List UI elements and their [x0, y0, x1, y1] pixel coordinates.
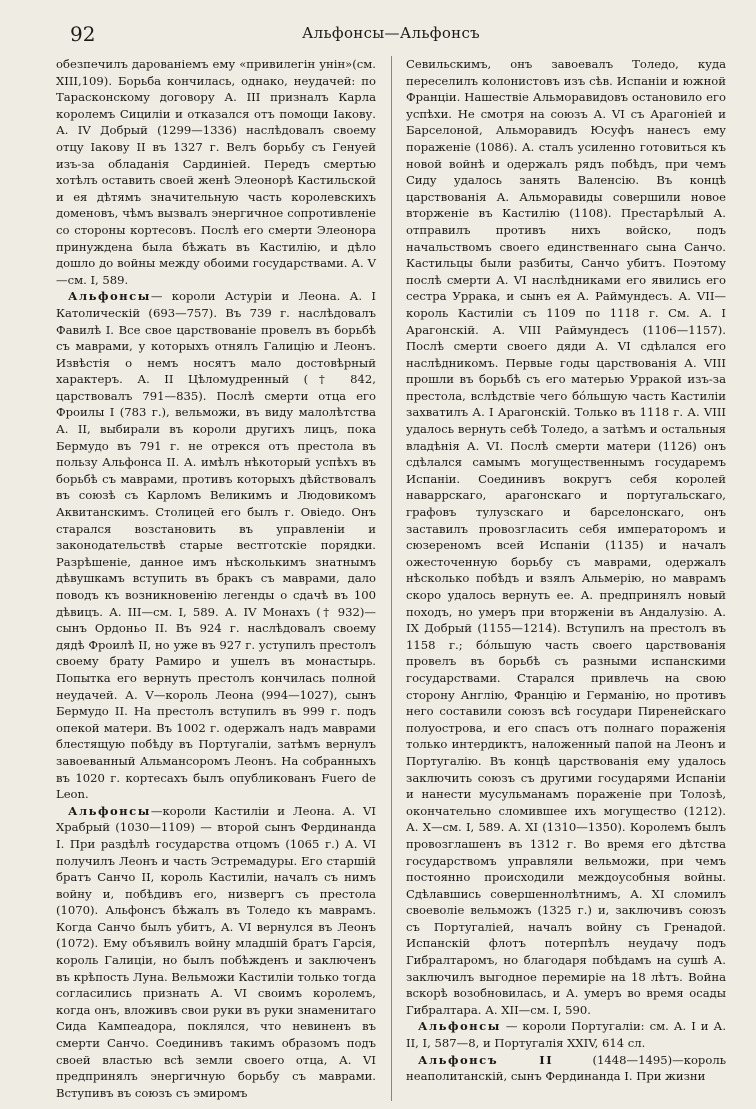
- running-head: Альфонсы—Альфонсъ: [301, 24, 481, 42]
- entry-continuation: [56, 56, 376, 288]
- entry-headword: Альфонсы: [68, 289, 151, 304]
- left-column: [56, 56, 376, 1101]
- entry-castile-leon: [56, 803, 376, 1102]
- entry-continuation: [406, 56, 726, 1018]
- entry-text: — короли Португаліи: см. А. I и А. II, I, 587—8, и Португалія XXIV, 614 сл.: [406, 1019, 726, 1051]
- page-number: 92: [70, 22, 96, 46]
- entry-text: — короли Астуріи и Леона. А. I Католическій (693—757). Въ 739 г. наслѣдовалъ Фавилѣ I. Все свое царствованіе провелъ въ борьбѣ съ маврами, у которыхъ отнялъ Галицію и Леонъ. Извѣстія о немъ носятъ мало достовѣрный характеръ. А. II Цѣломудренный († 842, царствовалъ 791—835). Послѣ смерти отца его Фроилы I (783 г.), вельможи, въ виду малолѣтства А. II, выбирали въ короли другихъ лицъ, пока Бермудо въ 791 г. не отрекся отъ престола въ пользу Альфонса II. А. имѣлъ нѣкоторый успѣхъ въ борьбѣ съ маврами, противъ которыхъ дѣйствовалъ въ союзѣ съ Карломъ Великимъ и Людовикомъ Аквитанскимъ. Столицей его былъ г. Овіедо. Онъ старался возстановить въ управленіи и законодательствѣ старые вестготскіе порядки. Разрѣшеніе, данное имъ нѣсколькимъ знатнымъ дѣвушкамъ вступить въ бракъ съ маврами, дало поводъ къ возникновенію легенды о сдачѣ въ 100 дѣвицъ. А. III—см. I, 589. А. IV Монахъ († 932)—сынъ Ордоньо II. Въ 924 г. наслѣдовалъ своему дядѣ Фроилѣ II, но уже въ 927 г. уступилъ престолъ своему брату Рамиро и ушелъ въ монастырь. Попытка его вернуть престолъ кончилась полной неудачей. А. V—король Леона (994—1027), сынъ Бермудо II. На престолъ вступилъ въ 999 г. подъ опекой матери. Въ 1002 г. одержалъ надъ маврами блестящую побѣду въ Португаліи, затѣмъ вернулъ завоеванный Альмансоромъ Леонъ. На собранныхъ въ 1020 г. кортесахъ былъ опубликованъ Fuero de Leon.: [56, 289, 376, 802]
- entry-text: —короли Кастиліи и Леона. А. VI Храбрый (1030—1109) — второй сынъ Фердинанда I. При раздѣлѣ государства отцомъ (1065 г.) А. VI получилъ Леонъ и часть Эстремадуры. Его старшій братъ Санчо II, король Кастиліи, началъ съ нимъ войну и, побѣдивъ его, низвергъ съ престола (1070). Альфонсъ бѣжалъ въ Толедо къ маврамъ. Когда Санчо былъ убитъ, А. VI вернулся въ Леонъ (1072). Ему объявилъ войну младшій братъ Гарсія, король Галиціи, но былъ побѣжденъ и заключенъ въ крѣпость Луна. Вельможи Кастиліи только тогда согласились признать А. VI своимъ королемъ, когда онъ, вложивъ свои руки въ руки знаменитаго Сида Кампеадора, поклялся, что невиненъ въ смерти Санчо. Соединивъ такимъ образомъ подъ своей властью всѣ земли своего отца, А. VI предпринялъ энергичную борьбу съ маврами. Вступивъ въ союзъ съ эмиромъ: [56, 803, 377, 1100]
- entry-text: (1448—1495)—король неаполитанскій, сынъ Фердинанда I. При жизни: [406, 1052, 727, 1084]
- text-columns: [56, 56, 726, 1101]
- entry-headword: Альфонсъ II: [418, 1052, 554, 1067]
- entry-headword: Альфонсы: [418, 1019, 501, 1034]
- entry-asturias-leon: [56, 288, 376, 802]
- page-header: [56, 22, 726, 50]
- entry-text: обезпечилъ дарованіемъ ему «привилегін унін»(см. XIII,109). Борьба кончилась, однако, неудачей: по Тарасконскому договору А. III призналъ Карла королемъ Сициліи и отказался отъ помощи Іакову. А. IV Добрый (1299—1336) наслѣдовалъ своему отцу Іакову II въ 1327 г. Велъ борьбу съ Генуей изъ-за обладанія Сардиніей. Передъ смертью хотѣлъ оставить своей женѣ Элеонорѣ Кастильской и ея дѣтямъ значительную часть королевскихъ доменовъ, чѣмъ вызвалъ энергичное сопротивленіе со стороны кортесовъ. Послѣ его смерти Элеонора принуждена была бѣжать въ Кастилію, и дѣло дошло до войны между обоими государствами. А. V—см. I, 589.: [56, 57, 376, 287]
- entry-portugal: [406, 1018, 726, 1051]
- entry-naples: [406, 1052, 726, 1085]
- column-divider: [391, 56, 392, 1101]
- entry-headword: Альфонсы: [68, 803, 151, 818]
- entry-text: Севильскимъ, онъ завоевалъ Толедо, куда переселилъ колонистовъ изъ сѣв. Испаніи и южной Франціи. Нашествіе Альморавидовъ остановило его успѣхи. Не смотря на союзъ А. VI съ Арагоніей и Барселоной, Альморавидъ Юсуфъ нанесъ ему пораженіе (1086). А. сталъ усиленно готовиться къ новой войнѣ и одержалъ рядъ побѣдъ, при чемъ Сиду удалось занять Валенсію. Въ концѣ царствованія А. Альморавиды совершили новое вторженіе въ Кастилію (1108). Престарѣлый А. отправилъ противъ нихъ войско, подъ начальствомъ своего единственнаго сына Санчо. Кастильцы были разбиты, Санчо убитъ. Поэтому послѣ смерти А. VI наслѣдниками его явились его сестра Уррака, и сынъ ея А. Раймундесъ. А. VII—король Кастиліи съ 1109 по 1118 г. См. А. I Арагонскій. А. VIII Раймундесъ (1106—1157). Послѣ смерти своего дяди А. VI сдѣлался его наслѣдникомъ. Первые годы царствованія А. VIII прошли въ борьбѣ съ его матерью Урракой изъ-за престола, вслѣдствіе чего бóльшую часть Кастиліи захватилъ А. I Арагонскій. Только въ 1118 г. А. VIII удалось вернуть себѣ Толедо, а затѣмъ и остальныя владѣнія А. VI. Послѣ смерти матери (1126) онъ сдѣлался самымъ могущественнымъ государемъ Испаніи. Соединивъ вокругъ себя королей наваррскаго, арагонскаго и португальскаго, графовъ тулузскаго и барселонскаго, онъ заставилъ провозгласить себя императоромъ и сюзереномъ всей Испаніи (1135) и началъ ожесточенную борьбу съ маврами, одержалъ нѣсколько побѣдъ и взялъ Альмерію, но маврамъ скоро удалось вернуть ее. А. предпринялъ новый походъ, но умеръ при вторженіи въ Андалузію. А. IX Добрый (1155—1214). Вступилъ на престолъ въ 1158 г.; бóльшую часть своего царствованія провелъ въ борьбѣ съ разными испанскими государствами. Старался привлечь на свою сторону Англію, Францію и Германію, но противъ него составили союзъ всѣ государи Пиренейскаго полуострова, и его спасъ отъ полнаго пораженія только интердиктъ, наложенный папой на Леонъ и Португалію. Въ концѣ царствованія ему удалось заключить союзъ съ другими государями Испаніи и нанести мусульманамъ пораженіе при Толозѣ, окончательно сломившее ихъ могущество (1212). А. X—см. I, 589. А. XI (1310—1350). Королемъ былъ провозглашенъ въ 1312 г. Во время его дѣтства государствомъ управляли вельможи, при чемъ постоянно происходили междоусобныя войны. Сдѣлавшись совершеннолѣтнимъ, А. XI сломилъ своеволіе вельможъ (1325 г.) и, заключивъ союзъ съ Португаліей, началъ войну съ Гренадой. Испанскій флотъ потерпѣлъ неудачу подъ Гибралтаромъ, но благодаря побѣдамъ на сушѣ А. заключилъ выгодное перемиріе на 18 лѣтъ. Война вскорѣ возобновилась, и А. умеръ во время осады Гибралтара. А. XII—см. I, 590.: [406, 57, 726, 1017]
- right-column: [406, 56, 726, 1101]
